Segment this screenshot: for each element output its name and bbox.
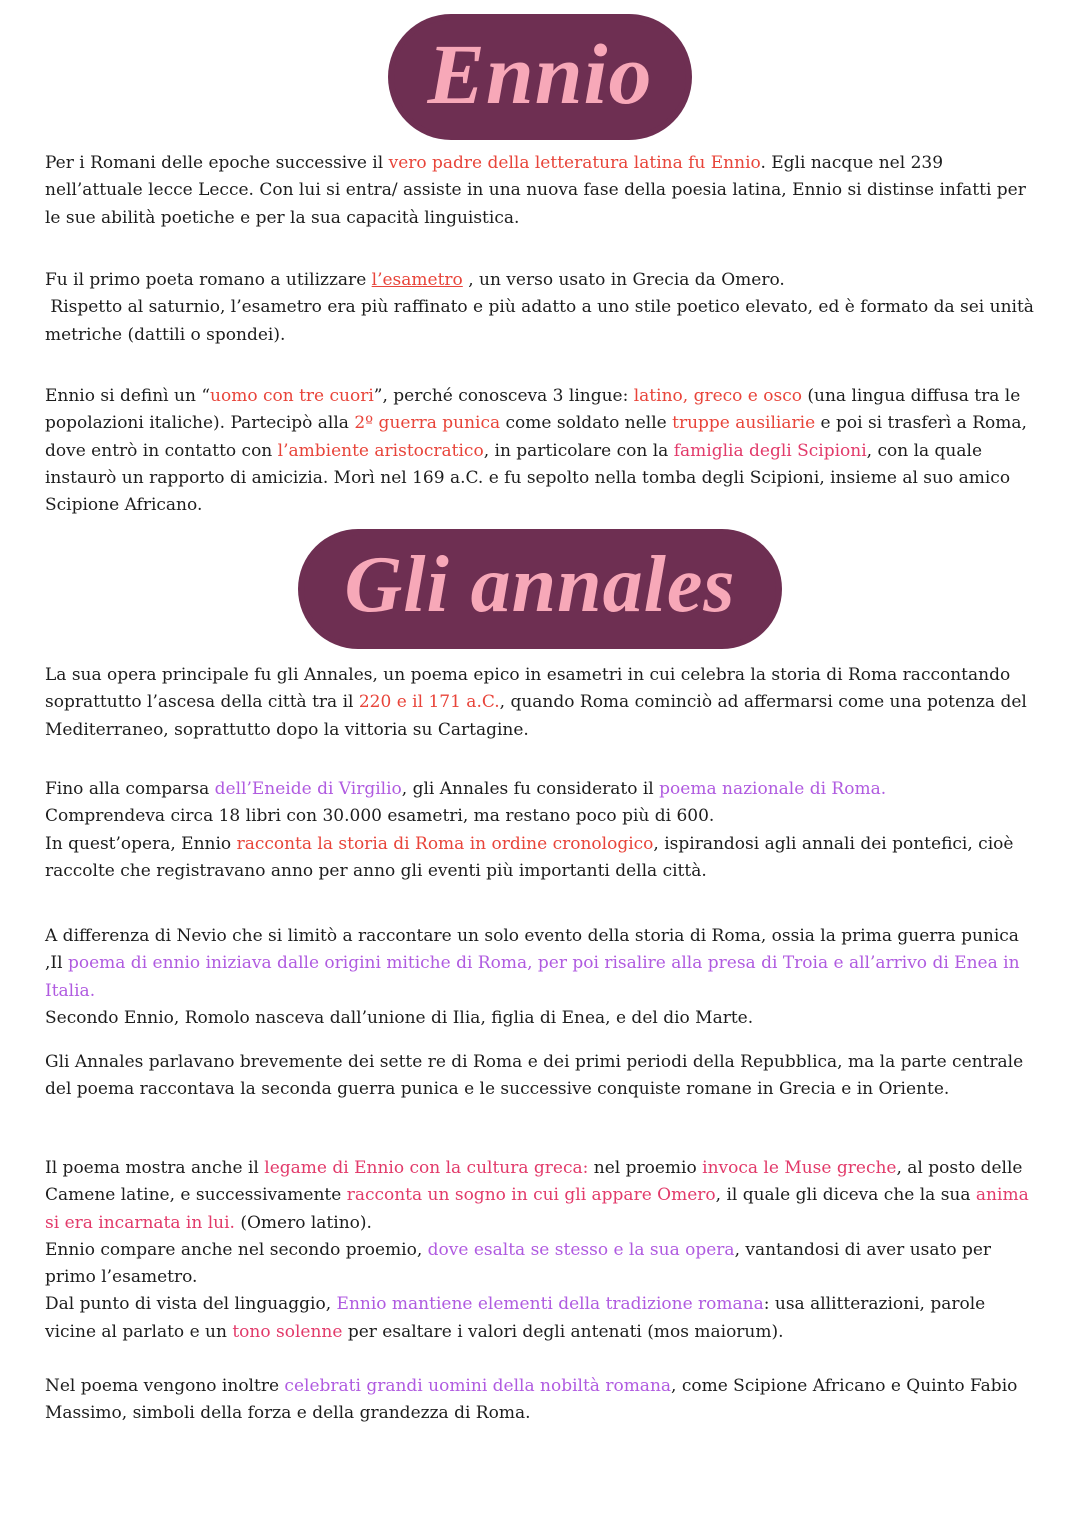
highlight: 2º guerra punica	[354, 413, 501, 434]
text: Per i Romani delle epoche successive il	[45, 153, 389, 173]
highlight: 220 e il 171 a.C.	[358, 692, 500, 713]
highlight: l’ambiente aristocratico	[277, 440, 484, 461]
highlight: racconta la storia di Roma in ordine cronologico	[236, 833, 654, 854]
highlight: uomo con tre cuori	[210, 386, 374, 406]
heading-ennio: Ennio	[394, 20, 687, 134]
highlight: invoca le Muse greche	[702, 1158, 897, 1178]
paragraph-uomini-nobilta	[45, 1373, 1040, 1428]
highlight: dove esalta se stesso e la sua opera	[427, 1239, 735, 1260]
text: Ennio si definì un “	[45, 386, 211, 406]
title-banner-ennio	[0, 20, 1080, 134]
text: Rispetto al saturnio, l’esametro era più raffinato e più adatto a uno stile poetico elevato, ed è formato da sei unità metriche (dattili o spondei).	[45, 297, 1034, 345]
paragraph-nevio	[45, 923, 1040, 1032]
highlight: Ennio mantiene elementi della tradizione romana	[336, 1294, 764, 1315]
text: . Egli nacque nel 239 nell’attuale lecce Lecce. Con lui si entra/ assiste in una nuova fase della poesia latina, Ennio si distinse infatti per le sue abilità poetiche e per la sua capacità linguistica.	[45, 153, 1026, 228]
highlight: tono solenne	[232, 1321, 343, 1342]
text: nel proemio	[588, 1158, 703, 1178]
highlight: celebrati grandi uomini della nobiltà romana	[284, 1376, 672, 1396]
text: come soldato nelle	[500, 413, 673, 434]
paragraph-sette-re	[45, 1049, 1040, 1104]
text: Secondo Ennio, Romolo nasceva dall’unione di Ilia, figlia di Enea, e del dio Marte.	[45, 1007, 754, 1028]
text: , quando Roma cominciò ad affermarsi come una potenza del Mediterraneo, soprattutto dopo la vittoria su Cartagine.	[45, 692, 1027, 740]
highlight: vero padre della letteratura latina fu Ennio	[388, 153, 761, 173]
text: per esaltare i valori degli antenati (mos maiorum).	[342, 1321, 784, 1342]
highlight: latino, greco e osco	[633, 386, 802, 406]
highlight: truppe ausiliarie	[672, 413, 816, 434]
text: : usa allitterazioni, parole vicine al parlato e un	[45, 1294, 986, 1342]
highlight: anima si era incarnata in lui.	[45, 1185, 1029, 1233]
text: Gli Annales parlavano brevemente dei sette re di Roma e dei primi periodi della Repubblica, ma la parte centrale del poema raccontava la seconda guerra punica e le successive conquiste romane in Grecia e in Oriente.	[45, 1052, 1024, 1100]
text: Nel poema vengono inoltre	[45, 1376, 285, 1396]
text: , un verso usato in Grecia da Omero.	[462, 270, 785, 290]
paragraph-opera-principale	[45, 662, 1040, 744]
text: , gli Annales fu considerato il	[401, 779, 660, 799]
text: La sua opera principale fu gli Annales, un poema epico in esametri in cui celebra la storia di Roma raccontando soprattutto l’ascesa della città tra il	[45, 665, 1011, 713]
highlight: legame di Ennio con la cultura greca:	[264, 1158, 589, 1178]
text: Dal punto di vista del linguaggio,	[45, 1294, 337, 1315]
highlight: racconta un sogno in cui gli appare Omero	[346, 1185, 716, 1206]
text: Fu il primo poeta romano a utilizzare	[45, 270, 372, 290]
highlight-underlined: l’esametro	[371, 270, 463, 290]
text: , in particolare con la	[483, 440, 674, 461]
text: (Omero latino).	[234, 1212, 372, 1233]
text: , ispirandosi agli annali dei pontefici, cioè raccolte che registravano anno per anno gli eventi più importanti della città.	[45, 833, 1014, 881]
highlight: famiglia degli Scipioni	[673, 440, 867, 461]
text: , vantandosi di aver usato per primo l’esametro.	[45, 1239, 992, 1288]
text: , con la quale instaurò un rapporto di amicizia. Morì nel 169 a.C. e fu sepolto nella tomba degli Scipioni, insieme al suo amico Scipione Africano.	[45, 440, 1011, 516]
paragraph-tre-cuori	[45, 383, 1040, 519]
text: , il quale gli diceva che la sua	[715, 1185, 976, 1206]
text: , come Scipione Africano e Quinto Fabio Massimo, simboli della forza e della grandezza di Roma.	[45, 1376, 1018, 1424]
text: Fino alla comparsa	[45, 779, 215, 799]
text: Ennio compare anche nel secondo proemio,	[45, 1239, 428, 1260]
highlight: poema nazionale di Roma.	[659, 779, 887, 799]
text: Il poema mostra anche il	[45, 1158, 265, 1178]
text: Comprendeva circa 18 libri con 30.000 esametri, ma restano poco più di 600.	[45, 806, 715, 827]
heading-gli-annales: Gli annales	[304, 535, 775, 643]
paragraph-cultura-greca	[45, 1155, 1040, 1346]
text: ”, perché conosceva 3 lingue:	[373, 386, 634, 406]
paragraph-poema-nazionale	[45, 776, 1040, 885]
text: , al posto delle Camene latine, e successivamente	[45, 1158, 1023, 1206]
text: e poi si trasferì a Roma, dove entrò in contatto con	[45, 413, 1027, 461]
text: (una lingua diffusa tra le popolazioni italiche). Partecipò alla	[45, 386, 1021, 434]
highlight: poema di ennio iniziava dalle origini mitiche di Roma, per poi risalire alla presa di Troia e all’arrivo di Enea in Italia.	[45, 953, 1020, 1001]
title-banner-annales	[0, 535, 1080, 643]
paragraph-esametro	[45, 267, 1040, 349]
paragraph-intro	[45, 150, 1040, 232]
text: A differenza di Nevio che si limitò a raccontare un solo evento della storia di Roma, ossia la prima guerra punica ,Il	[45, 926, 1019, 974]
text: In quest’opera, Ennio	[45, 833, 237, 854]
highlight: dell’Eneide di Virgilio	[214, 779, 402, 799]
